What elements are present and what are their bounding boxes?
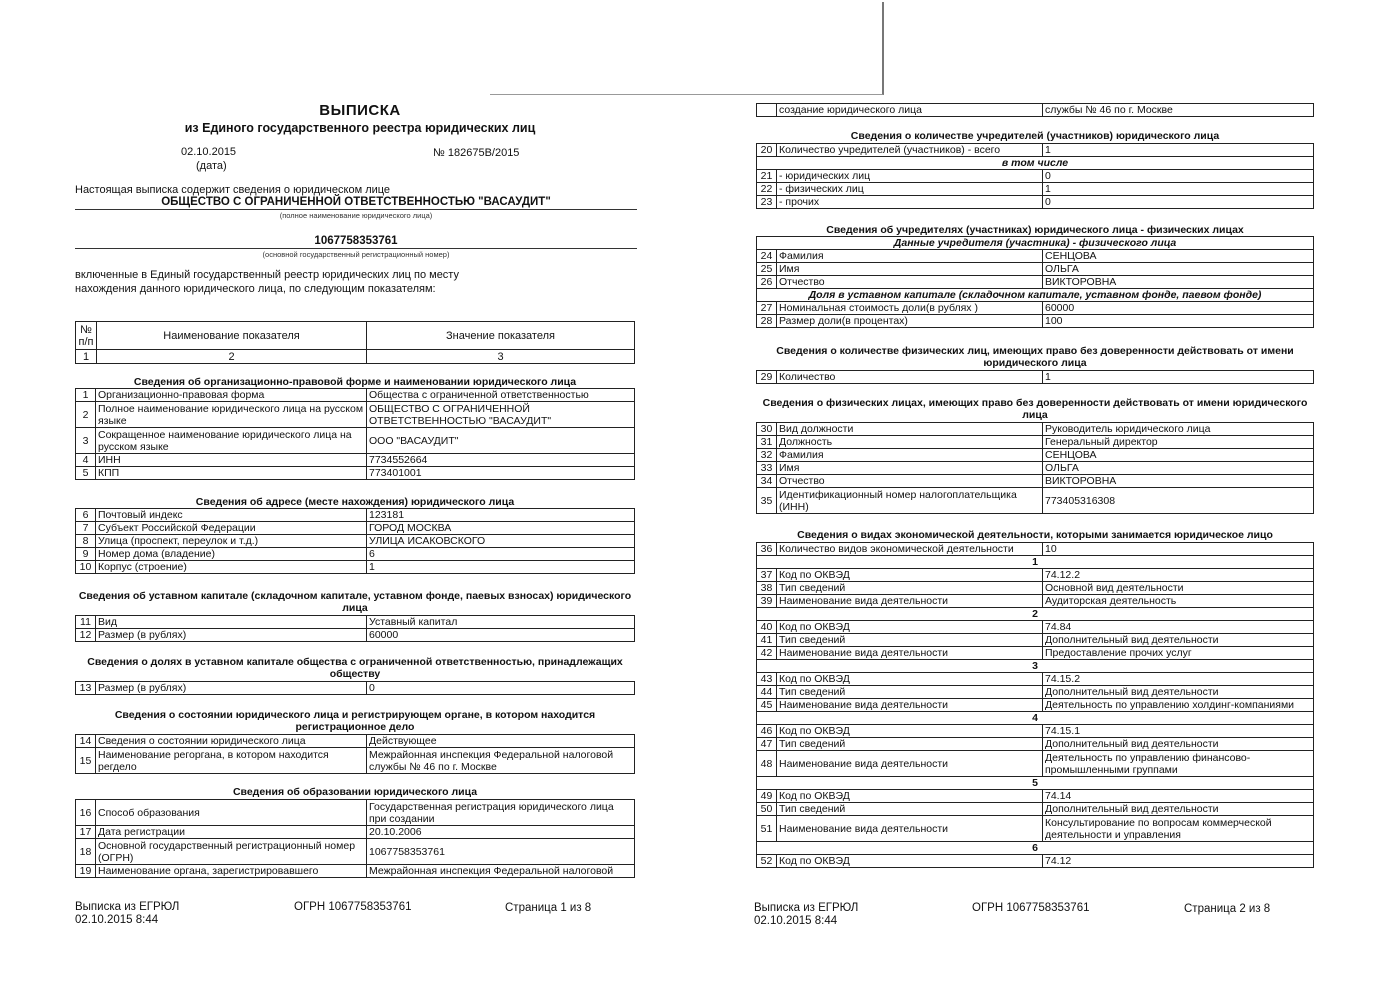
- included-text-1: включенные в Единый государственный реестр юридических лиц по месту: [75, 269, 459, 281]
- table-row: 52 Код по ОКВЭД 74.12: [757, 855, 1314, 868]
- header-table: [75, 321, 635, 364]
- group-header: 6: [757, 842, 1314, 855]
- table-row: 35 Идентификационный номер налогоплательщика (ИНН) 773405316308: [757, 488, 1314, 514]
- table-row: 19 Наименование органа, зарегистрировавшего Межрайонная инспекция Федеральной налоговой: [76, 865, 635, 878]
- table-row: 8 Улица (проспект, переулок и т.д.) УЛИЦА ИСАКОВСКОГО: [76, 535, 635, 548]
- section-activities: Сведения о видах экономической деятельности, которыми занимается юридическое лицо: [797, 529, 1273, 541]
- founders-count-table: [756, 143, 1314, 209]
- section-founders: Сведения об учредителях (участниках) юридического лица - физических лицах: [826, 224, 1244, 236]
- redaction-block: [490, 2, 884, 95]
- table-row: 40 Код по ОКВЭД 74.84: [757, 621, 1314, 634]
- table-row: 22 - физических лиц 1: [757, 183, 1314, 196]
- table-row: 20 Количество учредителей (участников) - всего 1: [757, 144, 1314, 157]
- table-row: 24 Фамилия СЕНЦОВА: [757, 250, 1314, 263]
- shares-table: [75, 681, 635, 695]
- table-row: 1 Организационно-правовая форма Общества с ограниченной ответственностью: [76, 389, 635, 402]
- footer-ogrn: ОГРН 1067758353761: [294, 901, 412, 913]
- table-row: 34 Отчество ВИКТОРОВНА: [757, 475, 1314, 488]
- formation-table: [75, 799, 635, 878]
- table-row: 10 Корпус (строение) 1: [76, 561, 635, 574]
- group-header: 5: [757, 777, 1314, 790]
- table-row: 5 КПП 773401001: [76, 467, 635, 480]
- table-row: 38 Тип сведений Основной вид деятельности: [757, 582, 1314, 595]
- footer-left-2: 02.10.2015 8:44: [75, 914, 159, 926]
- col-value-header: Значение показателя: [367, 322, 635, 350]
- table-row: 46 Код по ОКВЭД 74.15.1: [757, 725, 1314, 738]
- group-header: 1: [757, 556, 1314, 569]
- footer-ogrn: ОГРН 1067758353761: [972, 902, 1090, 914]
- footer-left-1: Выписка из ЕГРЮЛ: [754, 902, 859, 914]
- table-row: 30 Вид должности Руководитель юридического лица: [757, 423, 1314, 436]
- section-state: Сведения о состоянии юридического лица и регистрирующем органе, в котором находится регистрационное дело: [114, 709, 596, 733]
- included-text-2: нахождения данного юридического лица, по следующим показателям:: [75, 283, 436, 295]
- col-index-2: 2: [97, 350, 367, 364]
- table-row: 41 Тип сведений Дополнительный вид деятельности: [757, 634, 1314, 647]
- state-table: [75, 734, 635, 774]
- col-index-1: 1: [76, 350, 97, 364]
- company-caption: (полное наименование юридического лица): [279, 211, 433, 220]
- address-table: [75, 508, 635, 574]
- section-persons-count: Сведения о количестве физических лиц, имеющих право без доверенности действовать от имени юридического лица: [776, 345, 1294, 369]
- ogrn-value: 1067758353761: [75, 235, 637, 249]
- section-formation: Сведения об образовании юридического лица: [232, 786, 478, 798]
- col-index-3: 3: [367, 350, 635, 364]
- table-row: 28 Размер доли(в процентах) 100: [757, 315, 1314, 328]
- table-row: 16 Способ образования Государственная регистрация юридического лица при создании: [76, 800, 635, 826]
- table-row: 45 Наименование вида деятельности Деятельность по управлению холдинг-компаниями: [757, 699, 1314, 712]
- group-header: 4: [757, 712, 1314, 725]
- section-founders-count: Сведения о количестве учредителей (участников) юридического лица: [850, 130, 1220, 142]
- table-row: 21 - юридических лиц 0: [757, 170, 1314, 183]
- activities-table: [756, 542, 1314, 868]
- table-row: 33 Имя ОЛЬГА: [757, 462, 1314, 475]
- table-row: 23 - прочих 0: [757, 196, 1314, 209]
- intro-text: Настоящая выписка содержит сведения о юридическом лице: [75, 184, 391, 196]
- persons-count-table: [756, 370, 1314, 384]
- table-row: 2 Полное наименование юридического лица на русском языке ОБЩЕСТВО С ОГРАНИЧЕННОЙ ОТВЕТСТВЕННОСТЬЮ "ВАСАУДИТ": [76, 402, 635, 428]
- table-row: 36 Количество видов экономической деятельности 10: [757, 543, 1314, 556]
- table-row: 6 Почтовый индекс 123181: [76, 509, 635, 522]
- col-num-header: № п/п: [76, 322, 97, 350]
- document-number: № 182675В/2015: [433, 147, 520, 159]
- footer-left-2: 02.10.2015 8:44: [754, 915, 838, 927]
- ogrn-caption: (основной государственный регистрационный номер): [262, 250, 450, 259]
- table-row: 32 Фамилия СЕНЦОВА: [757, 449, 1314, 462]
- group-header: 2: [757, 608, 1314, 621]
- org-table: [75, 388, 635, 480]
- table-row: 25 Имя ОЛЬГА: [757, 263, 1314, 276]
- table-row: 9 Номер дома (владение) 6: [76, 548, 635, 561]
- table-row: 15 Наименование регоргана, в котором находится регдело Межрайонная инспекция Федеральной налоговой службы № 46 по г. Москве: [76, 748, 635, 774]
- table-row: 13 Размер (в рублях) 0: [76, 682, 635, 695]
- table-row: 37 Код по ОКВЭД 74.12.2: [757, 569, 1314, 582]
- table-row: 50 Тип сведений Дополнительный вид деятельности: [757, 803, 1314, 816]
- table-row: 3 Сокращенное наименование юридического лица на русском языке ООО "ВАСАУДИТ": [76, 428, 635, 454]
- table-row: 12 Размер (в рублях) 60000: [76, 629, 635, 642]
- table-row: 11 Вид Уставный капитал: [76, 616, 635, 629]
- document-title: ВЫПИСКА: [319, 102, 401, 119]
- date-caption: (дата): [196, 160, 227, 172]
- table-row: 31 Должность Генеральный директор: [757, 436, 1314, 449]
- persons-table: [756, 422, 1314, 514]
- footer-left-1: Выписка из ЕГРЮЛ: [75, 901, 180, 913]
- table-row: 17 Дата регистрации 20.10.2006: [76, 826, 635, 839]
- section-persons: Сведения о физических лицах, имеющих право без доверенности действовать от имени юридического лица: [762, 397, 1308, 421]
- table-row: создание юридического лица службы № 46 по г. Москве: [757, 104, 1314, 117]
- footer-page-number: Страница 2 из 8: [1184, 903, 1271, 915]
- table-subheader: Данные учредителя (участника) - физического лица: [757, 237, 1314, 250]
- table-row: 42 Наименование вида деятельности Предоставление прочих услуг: [757, 647, 1314, 660]
- section-address: Сведения об адресе (месте нахождения) юридического лица: [195, 496, 515, 508]
- table-row: 7 Субъект Российской Федерации ГОРОД МОСКВА: [76, 522, 635, 535]
- table-row: 48 Наименование вида деятельности Деятельность по управлению финансово-промышленными группами: [757, 751, 1314, 777]
- table-row: 43 Код по ОКВЭД 74.15.2: [757, 673, 1314, 686]
- capital-table: [75, 615, 635, 642]
- table-subheader: в том числе: [757, 157, 1314, 170]
- table-row: 18 Основной государственный регистрационный номер (ОГРН) 1067758353761: [76, 839, 635, 865]
- document-date: 02.10.2015: [181, 146, 237, 158]
- col-name-header: Наименование показателя: [97, 322, 367, 350]
- table-row: 51 Наименование вида деятельности Консультирование по вопросам коммерческой деятельности и управления: [757, 816, 1314, 842]
- table-row: 14 Сведения о состоянии юридического лица Действующее: [76, 735, 635, 748]
- company-name: ОБЩЕСТВО С ОГРАНИЧЕННОЙ ОТВЕТСТВЕННОСТЬЮ "ВАСАУДИТ": [75, 196, 637, 210]
- founders-table: [756, 236, 1314, 328]
- continuation-table: [756, 103, 1314, 117]
- table-row: 47 Тип сведений Дополнительный вид деятельности: [757, 738, 1314, 751]
- footer-page-number: Страница 1 из 8: [505, 902, 592, 914]
- table-row: 44 Тип сведений Дополнительный вид деятельности: [757, 686, 1314, 699]
- section-company-shares: Сведения о долях в уставном капитале общества с ограниченной ответственностью, принадлежащих обществу: [87, 656, 623, 680]
- table-row: 4 ИНН 7734552664: [76, 454, 635, 467]
- table-row: 27 Номинальная стоимость доли(в рублях ) 60000: [757, 302, 1314, 315]
- group-header: 3: [757, 660, 1314, 673]
- table-row: 39 Наименование вида деятельности Аудиторская деятельность: [757, 595, 1314, 608]
- document-subtitle: из Единого государственного реестра юридических лиц: [184, 121, 536, 135]
- table-subheader: Доля в уставном капитале (складочном капитале, уставном фонде, паевом фонде): [757, 289, 1314, 302]
- section-capital: Сведения об уставном капитале (складочном капитале, уставном фонде, паевых взносах) юридического лица: [78, 590, 632, 614]
- table-row: 49 Код по ОКВЭД 74.14: [757, 790, 1314, 803]
- table-row: 29 Количество 1: [757, 371, 1314, 384]
- table-row: 26 Отчество ВИКТОРОВНА: [757, 276, 1314, 289]
- section-org-form: Сведения об организационно-правовой форме и наименовании юридического лица: [133, 376, 577, 388]
